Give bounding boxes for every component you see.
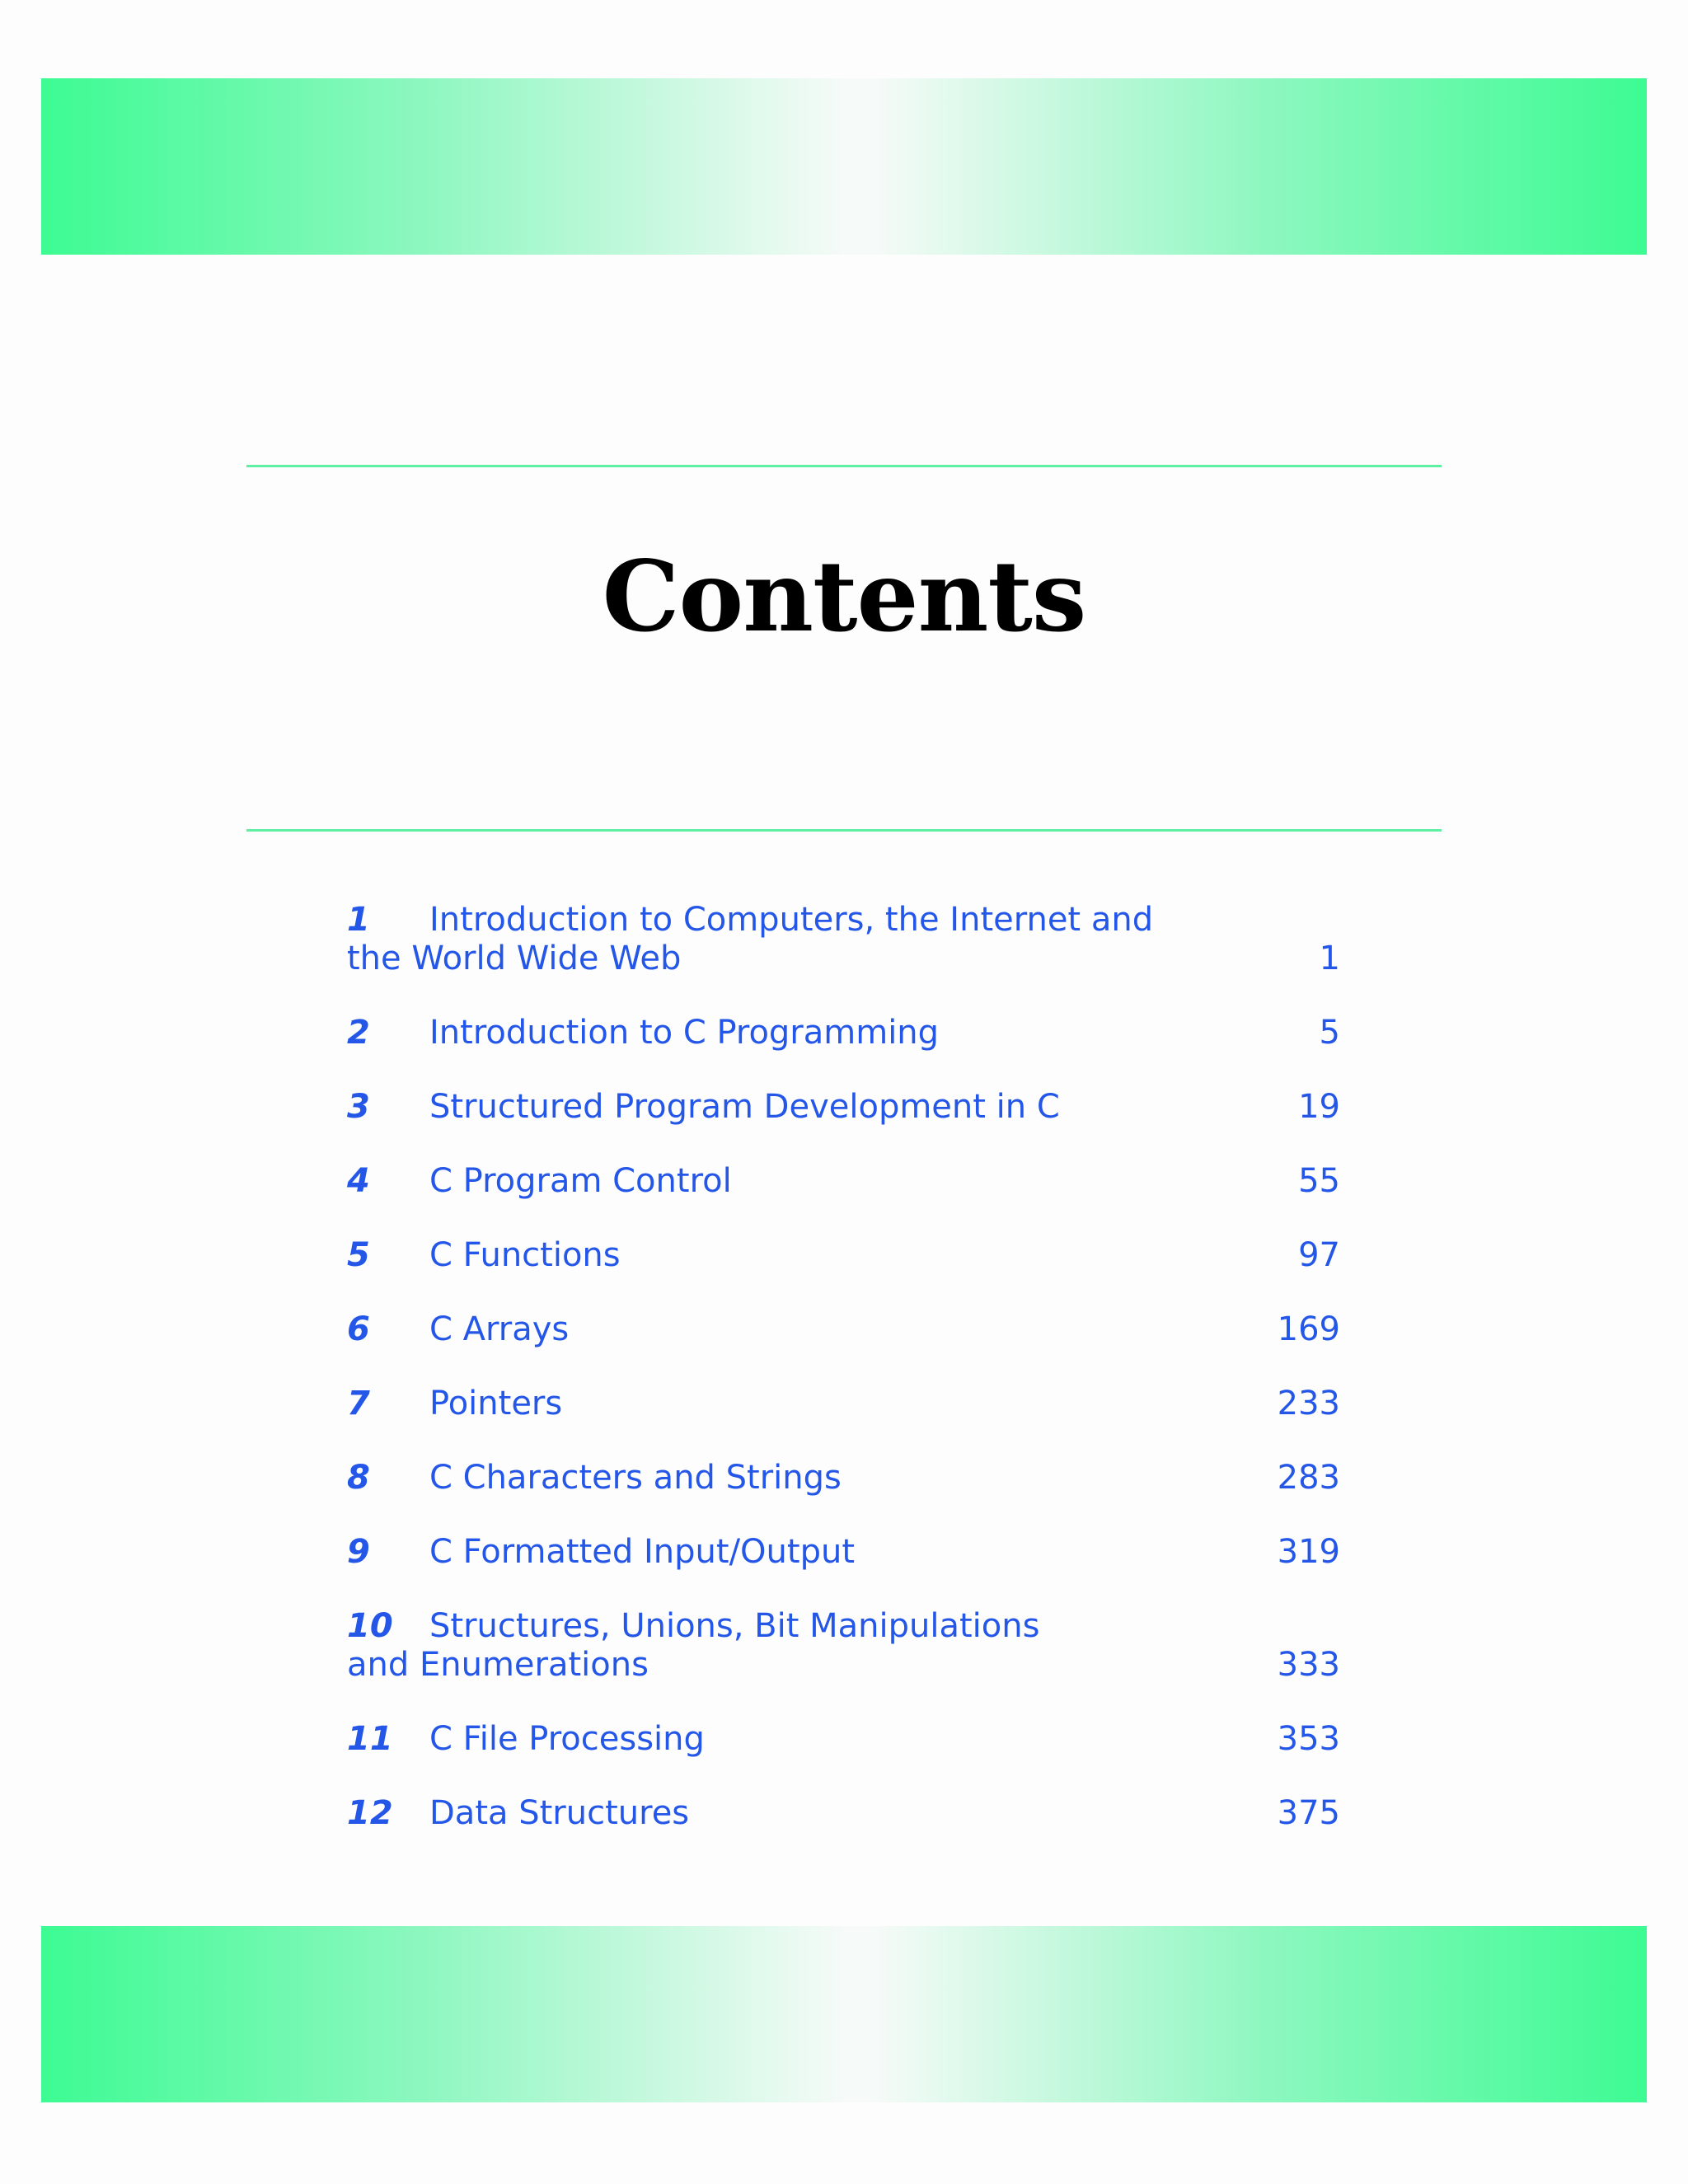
toc-entry-1[interactable] [347, 901, 1340, 978]
chapter-page: 55 [1298, 1162, 1340, 1200]
chapter-number: 7 [347, 1385, 370, 1422]
toc-entry-8[interactable] [347, 1459, 1340, 1497]
chapter-title-continued: the World Wide Web [347, 940, 682, 977]
top-gradient-band [41, 78, 1647, 255]
chapter-number: 1 [347, 901, 370, 939]
chapter-title: Pointers [429, 1385, 563, 1422]
chapter-title: Structured Program Development in C [429, 1088, 1060, 1126]
chapter-title: C Arrays [429, 1310, 570, 1348]
chapter-page: 5 [1319, 1014, 1340, 1052]
bottom-gradient-band [41, 1926, 1647, 2102]
table-of-contents [347, 901, 1340, 1868]
page-title: Contents [602, 539, 1086, 654]
chapter-page: 375 [1277, 1794, 1340, 1832]
chapter-number: 11 [347, 1720, 393, 1758]
toc-entry-11[interactable] [347, 1720, 1340, 1759]
chapter-number: 3 [347, 1088, 370, 1126]
chapter-page: 233 [1277, 1385, 1340, 1422]
chapter-title: Introduction to Computers, the Internet and [429, 901, 1154, 939]
chapter-page: 319 [1277, 1533, 1340, 1571]
toc-entry-7[interactable] [347, 1385, 1340, 1423]
chapter-number: 8 [347, 1459, 370, 1497]
toc-entry-12[interactable] [347, 1794, 1340, 1833]
title-rule-bottom [246, 829, 1442, 832]
chapter-page: 333 [1277, 1646, 1340, 1684]
chapter-number: 10 [347, 1607, 393, 1645]
chapter-number: 2 [347, 1014, 370, 1052]
chapter-number: 5 [347, 1236, 370, 1274]
chapter-number: 4 [347, 1162, 370, 1200]
toc-entry-4[interactable] [347, 1162, 1340, 1201]
chapter-title-continued: and Enumerations [347, 1646, 649, 1684]
chapter-title: C File Processing [429, 1720, 705, 1758]
chapter-page: 97 [1298, 1236, 1340, 1274]
chapter-title: Structures, Unions, Bit Manipulations [429, 1607, 1040, 1645]
chapter-title: C Characters and Strings [429, 1459, 842, 1497]
toc-entry-5[interactable] [347, 1236, 1340, 1275]
chapter-title: Data Structures [429, 1794, 690, 1832]
chapter-title: Introduction to C Programming [429, 1014, 940, 1052]
chapter-title: C Functions [429, 1236, 621, 1274]
chapter-page: 19 [1298, 1088, 1340, 1126]
toc-entry-10[interactable] [347, 1607, 1340, 1685]
chapter-page: 1 [1319, 940, 1340, 977]
toc-entry-3[interactable] [347, 1088, 1340, 1127]
chapter-page: 353 [1277, 1720, 1340, 1758]
chapter-number: 12 [347, 1794, 393, 1832]
chapter-number: 6 [347, 1310, 370, 1348]
toc-entry-2[interactable] [347, 1014, 1340, 1052]
toc-entry-6[interactable] [347, 1310, 1340, 1349]
chapter-number: 9 [347, 1533, 370, 1571]
toc-entry-9[interactable] [347, 1533, 1340, 1572]
chapter-page: 169 [1277, 1310, 1340, 1348]
title-rule-top [246, 465, 1442, 467]
chapter-title: C Formatted Input/Output [429, 1533, 855, 1571]
chapter-page: 283 [1277, 1459, 1340, 1497]
chapter-title: C Program Control [429, 1162, 732, 1200]
